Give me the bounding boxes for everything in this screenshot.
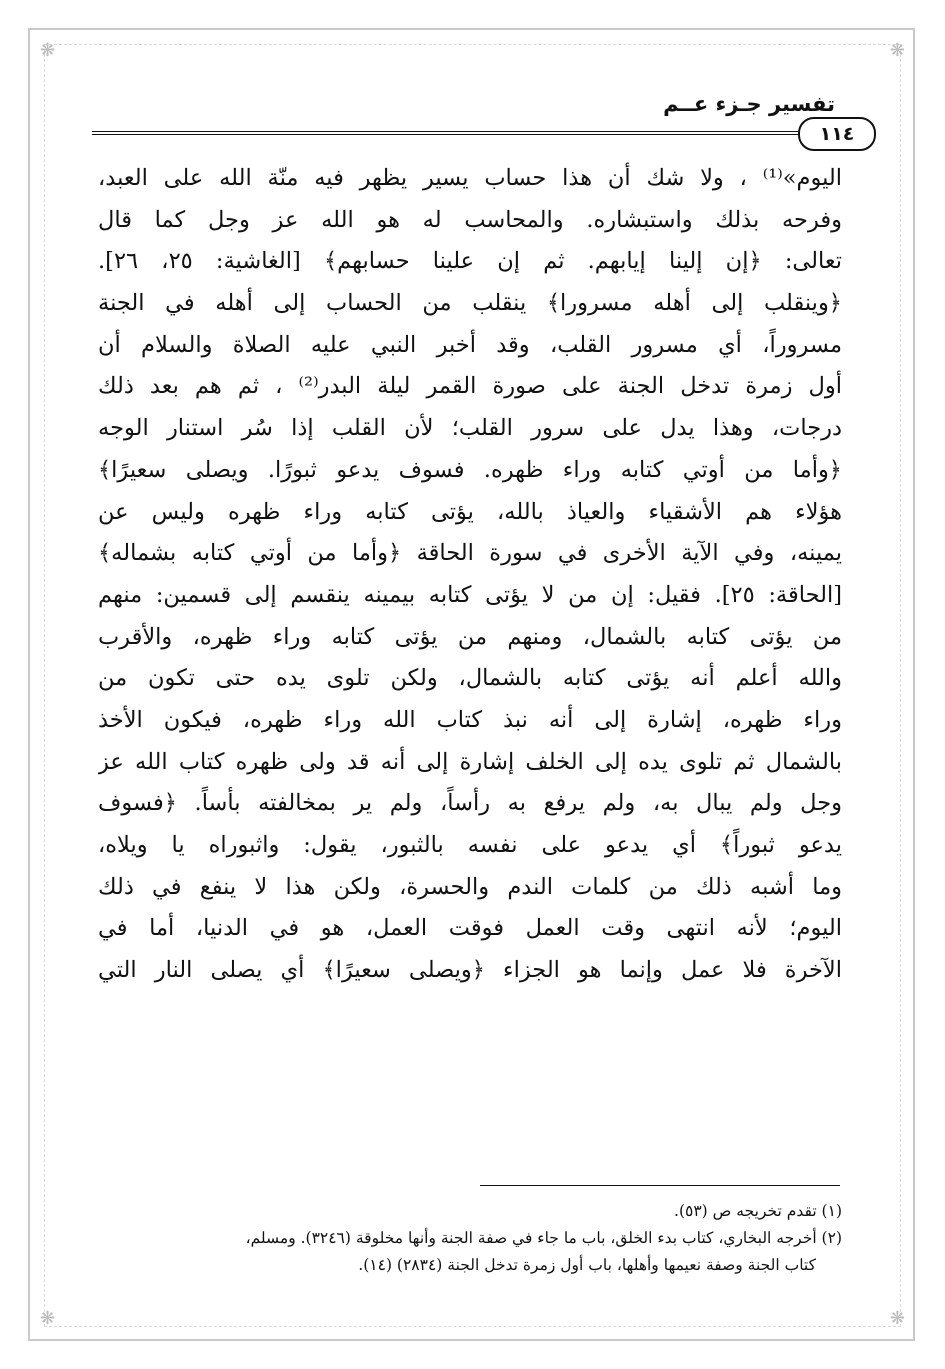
text-line: الآخرة فلا عمل وإنما هو الجزاء ﴿ويصلى سعيرًا﴾ أي يصلى النار التي: [98, 957, 842, 984]
page-number-badge: ١١٤: [798, 117, 876, 151]
text-line: اليوم»⁽¹⁾ ، ولا شك أن هذا حساب يسير يظهر فيه منّة الله على العبد،: [98, 165, 842, 191]
footnote: (٢) أخرجه البخاري، كتاب بدء الخلق، باب ما جاء في صفة الجنة وأنها مخلوقة (٣٢٤٦). ومسلم،: [245, 1229, 842, 1247]
ornament-icon: ❋: [40, 40, 56, 61]
text-line: والله أعلم أنه يؤتى كتابه بالشمال، ولكن تلوى يده حتى تكون من: [98, 665, 842, 692]
footnote-continuation: كتاب الجنة وصفة نعيمها وأهلها، باب أول زمرة تدخل الجنة (٢٨٣٤) (١٤).: [358, 1256, 816, 1274]
text-line: من يؤتى كتابه بالشمال، ومنهم من يؤتى كتابه وراء ظهره، والأقرب: [98, 623, 842, 650]
text-line: ﴿وأما من أوتي كتابه وراء ظهره. فسوف يدعو ثبورًا. ويصلى سعيرًا﴾: [98, 456, 842, 483]
footnotes: [98, 1198, 842, 1279]
running-header-title: تفسير جـزء عــم: [663, 92, 835, 116]
text-line: اليوم؛ لأنه انتهى وقت العمل فوقت العمل، هو في الدنيا، أما في: [98, 915, 842, 942]
text-line: وما أشبه ذلك من كلمات الندم والحسرة، ولكن هذا لا ينفع في ذلك: [98, 873, 842, 900]
text-line: يمينه، وفي الآية الأخرى في سورة الحاقة ﴿وأما من أوتي كتابه بشماله﴾: [98, 540, 842, 567]
text-line: تعالى: ﴿إن إلينا إيابهم. ثم إن علينا حسابهم﴾ [الغاشية: ٢٥، ٢٦].: [98, 248, 842, 275]
text-line: وفرحه بذلك واستبشاره. والمحاسب له هو الله عز وجل كما قال: [98, 206, 842, 233]
text-line: يدعو ثبوراً﴾ أي يدعو على نفسه بالثبور، يقول: واثبوراه يا ويلاه،: [98, 832, 842, 858]
footnote-rule: [480, 1185, 840, 1186]
body-text: [98, 158, 842, 1160]
text-line: هؤلاء هم الأشقياء والعياذ بالله، يؤتى كتابه وراء ظهره وليس عن: [98, 498, 842, 525]
ornament-icon: ❋: [889, 1308, 905, 1329]
ornament-icon: ❋: [889, 40, 905, 61]
text-line: بالشمال ثم تلوى يده إلى الخلف إشارة إلى أنه قد ولى ظهره كتاب الله عز: [98, 748, 842, 775]
text-line: درجات، وهذا يدل على سرور القلب؛ لأن القلب إذا سُر استنار الوجه: [98, 415, 842, 442]
text-line: وجل ولم يبال به، ولم يرفع به رأساً، ولم ير بمخالفته بأساً. ﴿فسوف: [98, 790, 842, 817]
ornament-icon: ❋: [40, 1308, 56, 1329]
footnote: (١) تقدم تخريجه ص (٥٣).: [674, 1202, 842, 1220]
text-line: وراء ظهره، إشارة إلى أنه نبذ كتاب الله وراء ظهره، فيكون الأخذ: [98, 706, 842, 733]
text-line: مسروراً، أي مسرور القلب، وقد أخبر النبي عليه الصلاة والسلام أن: [98, 331, 842, 358]
text-line: [الحاقة: ٢٥]. فقيل: إن من لا يؤتى كتابه بيمينه ينقسم إلى قسمين: منهم: [98, 581, 842, 608]
text-line: ﴿وينقلب إلى أهله مسرورا﴾ ينقلب من الحساب إلى أهله في الجنة: [98, 290, 842, 317]
header-rule: [92, 131, 798, 135]
text-line: أول زمرة تدخل الجنة على صورة القمر ليلة البدر⁽²⁾ ، ثم هم بعد ذلك: [98, 373, 842, 400]
